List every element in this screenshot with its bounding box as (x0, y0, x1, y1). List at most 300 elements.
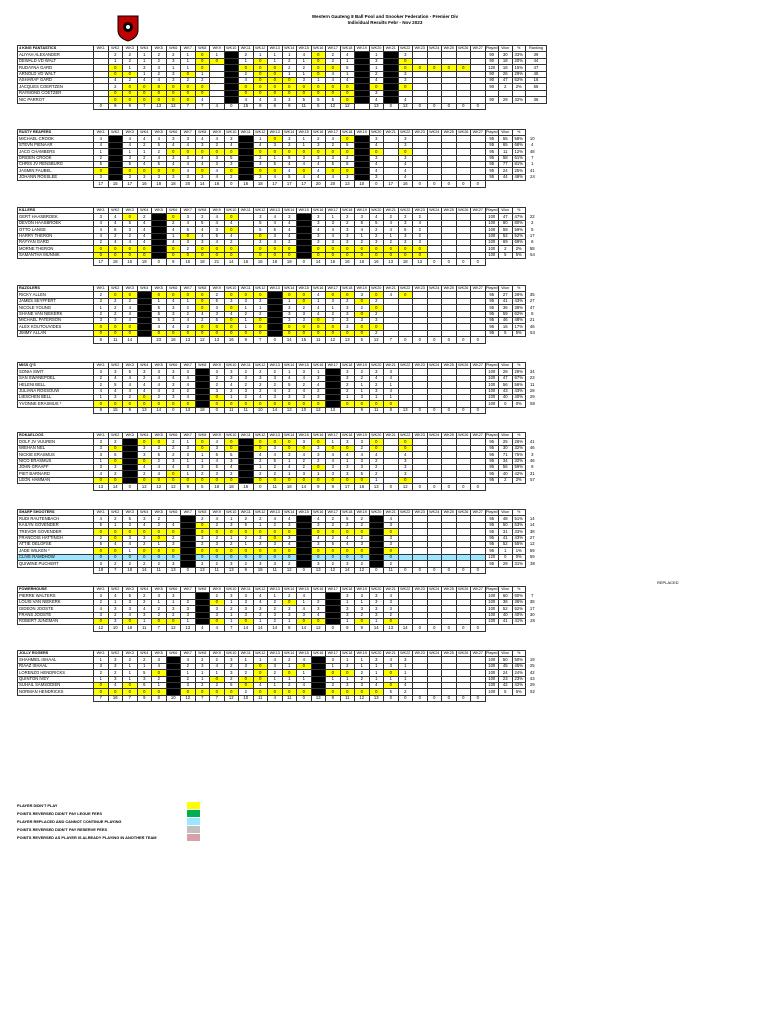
week-header: WK4 (137, 46, 152, 52)
week-score: 3 (384, 599, 399, 605)
week-score: 4 (268, 452, 283, 458)
week-score: 4 (253, 682, 268, 688)
week-score: 2 (137, 561, 152, 567)
week-total: 0 (442, 625, 457, 631)
totals-spacer (18, 407, 94, 413)
week-score: 3 (224, 136, 239, 142)
player-pct: 52% (512, 77, 526, 83)
player-pct: 53% (512, 522, 526, 528)
week-total: 0 (413, 567, 428, 573)
week-score: 0 (398, 246, 413, 252)
won-header: Won (499, 46, 513, 52)
week-score: 3 (224, 561, 239, 567)
week-score: 0 (166, 246, 181, 252)
week-header: WK1 (94, 363, 109, 369)
week-score: 1 (94, 394, 109, 400)
week-score: 3 (181, 606, 196, 612)
legend-text: PLAYER DIDN'T PLAY (17, 802, 58, 808)
week-header: WK4 (137, 510, 152, 516)
week-total: 0 (398, 695, 413, 701)
week-score: 4 (123, 305, 138, 311)
week-header: WK23 (413, 286, 428, 292)
week-score: 2 (152, 58, 167, 64)
week-score: 3 (369, 58, 384, 64)
week-score: 1 (311, 369, 326, 375)
week-score: 3 (311, 375, 326, 381)
week-score: 0 (340, 689, 355, 695)
week-total: 13 (137, 407, 152, 413)
week-score: 4 (224, 142, 239, 148)
player-name: CLIVE RAMDHOW (18, 554, 94, 560)
week-score: 3 (94, 214, 109, 220)
week-score: 2 (195, 657, 210, 663)
week-score: 1 (326, 214, 341, 220)
week-score: 4 (413, 220, 428, 226)
player-ranking: 23 (529, 375, 535, 381)
week-score: 2 (181, 676, 196, 682)
week-score: 2 (239, 689, 254, 695)
week-score: 0 (398, 84, 413, 90)
week-score: 3 (282, 452, 297, 458)
week-score: 3 (282, 606, 297, 612)
week-score: 4 (108, 375, 123, 381)
pct-header: % (512, 587, 526, 593)
week-total: 17 (297, 181, 312, 187)
week-score: 0 (210, 401, 225, 407)
week-score: 0 (108, 252, 123, 258)
week-score: 2 (195, 541, 210, 547)
player-ranking: 35 (529, 291, 535, 297)
week-total: 12 (181, 695, 196, 701)
player-played: 120 (485, 65, 499, 71)
week-total: 13 (384, 259, 399, 265)
week-header: WK19 (355, 433, 370, 439)
week-score: 0 (210, 149, 225, 155)
week-score: 0 (253, 90, 268, 96)
player-name: OTTO LANGE (18, 227, 94, 233)
week-total: 0 (413, 181, 428, 187)
player-pct: 26% (512, 439, 526, 445)
week-score: 0 (195, 330, 210, 336)
week-score: 2 (239, 52, 254, 58)
week-score: 4 (166, 142, 181, 148)
week-total: 11 (311, 337, 326, 343)
week-score: 4 (224, 311, 239, 317)
week-total: 8 (282, 625, 297, 631)
week-total: 11 (239, 407, 254, 413)
week-score: 0 (282, 401, 297, 407)
week-score: 3 (94, 452, 109, 458)
week-score: 3 (195, 535, 210, 541)
player-won: 56 (499, 464, 513, 470)
week-score: 0 (210, 394, 225, 400)
week-header: WK14 (282, 46, 297, 52)
week-score: 4 (384, 657, 399, 663)
week-total: 9 (123, 103, 138, 109)
week-score: 0 (268, 689, 283, 695)
week-score: 2 (94, 382, 109, 388)
player-ranking: 14 (529, 522, 535, 528)
week-score: 0 (253, 324, 268, 330)
week-total: 14 (369, 625, 384, 631)
week-score: 4 (123, 375, 138, 381)
player-name: GIDEON JOOSTE (18, 606, 94, 612)
player-ranking: 59 (529, 554, 535, 560)
week-score: 2 (108, 612, 123, 618)
week-score: 4 (152, 155, 167, 161)
week-score: 3 (297, 77, 312, 83)
week-score: 0 (355, 554, 370, 560)
week-total: 7 (210, 695, 225, 701)
week-header: WK1 (94, 433, 109, 439)
week-score: 4 (123, 239, 138, 245)
week-total: 9 (239, 567, 254, 573)
week-score: 3 (166, 305, 181, 311)
week-score: 1 (224, 535, 239, 541)
week-score: 0 (166, 618, 181, 624)
week-header: WK4 (137, 208, 152, 214)
week-score: 3 (340, 375, 355, 381)
week-header: WK2 (108, 208, 123, 214)
week-score: 4 (210, 136, 225, 142)
week-header: WK25 (442, 130, 457, 136)
week-score: 0 (239, 65, 254, 71)
player-won: 36 (499, 599, 513, 605)
week-total: 0 (224, 103, 239, 109)
week-score: 2 (181, 599, 196, 605)
week-score: 2 (137, 155, 152, 161)
week-score: 2 (355, 535, 370, 541)
week-score: 3 (326, 298, 341, 304)
week-score: 3 (166, 317, 181, 323)
week-score: 5 (195, 220, 210, 226)
week-score: 0 (253, 439, 268, 445)
week-score: 4 (326, 233, 341, 239)
week-header: WK22 (398, 286, 413, 292)
week-score: 3 (369, 155, 384, 161)
week-score: 4 (181, 657, 196, 663)
week-score: 1 (311, 77, 326, 83)
week-score: 5 (224, 452, 239, 458)
week-header: WK15 (297, 587, 312, 593)
week-score: 3 (369, 317, 384, 323)
week-total: 17 (340, 484, 355, 490)
player-name: MICHAEL PATERSON (18, 317, 94, 323)
week-score: 4 (195, 136, 210, 142)
week-header: WK27 (471, 433, 486, 439)
week-score: 3 (108, 663, 123, 669)
week-score: 5 (210, 464, 225, 470)
week-total: 16 (210, 181, 225, 187)
week-score: 0 (355, 246, 370, 252)
week-score: 4 (326, 71, 341, 77)
week-score: 1 (340, 71, 355, 77)
player-won: 25 (499, 439, 513, 445)
week-header: WK22 (398, 208, 413, 214)
week-score: 4 (297, 52, 312, 58)
week-score: 5 (181, 227, 196, 233)
week-score: 5 (340, 65, 355, 71)
player-pct: 51% (512, 516, 526, 522)
player-ranking: 27 (529, 298, 535, 304)
week-total: 7 (224, 625, 239, 631)
week-score: 3 (123, 599, 138, 605)
player-name: LORENZO HENDRICKS (18, 670, 94, 676)
week-score: 3 (166, 71, 181, 77)
week-score: 1 (369, 670, 384, 676)
totals-row (18, 484, 540, 490)
week-score: 0 (311, 52, 326, 58)
player-pct: 38% (512, 305, 526, 311)
week-score: 0 (239, 401, 254, 407)
week-score: 4 (340, 541, 355, 547)
week-score: 0 (181, 689, 196, 695)
played-header: Played (485, 130, 498, 135)
week-score: 0 (311, 84, 326, 90)
week-header: WK19 (355, 510, 370, 516)
week-score: 0 (282, 599, 297, 605)
week-score: 2 (195, 77, 210, 83)
week-header: WK25 (442, 208, 457, 214)
week-score: 1 (297, 71, 312, 77)
week-score: 1 (181, 298, 196, 304)
week-score: 0 (94, 168, 109, 174)
week-score: 4 (137, 606, 152, 612)
week-total: 0 (413, 695, 428, 701)
week-score: 2 (311, 458, 326, 464)
week-score: 3 (311, 606, 326, 612)
player-name: MICHAEL CROOK (18, 136, 94, 142)
team-table (17, 362, 540, 414)
week-total (355, 103, 370, 109)
week-header: WK3 (123, 587, 138, 593)
week-header: WK4 (137, 651, 152, 657)
week-header: WK6 (166, 286, 181, 292)
week-score: 0 (166, 554, 181, 560)
week-score: 3 (326, 317, 341, 323)
player-played: 90 (485, 77, 499, 83)
week-total: 13 (94, 484, 109, 490)
week-score: 4 (268, 174, 283, 180)
week-score: 0 (195, 90, 210, 96)
week-total: 18 (137, 259, 152, 265)
player-pct: 33% (512, 529, 526, 535)
week-header: WK10 (224, 510, 239, 516)
week-header: WK9 (210, 587, 225, 593)
week-score: 2 (94, 239, 109, 245)
week-score: 0 (108, 529, 123, 535)
week-total: 14 (253, 625, 268, 631)
week-total: 7 (137, 103, 152, 109)
week-score: 2 (282, 142, 297, 148)
week-header: WK5 (152, 130, 167, 136)
week-total: 12 (152, 484, 167, 490)
week-score: 4 (137, 136, 152, 142)
week-score: 3 (123, 174, 138, 180)
player-ranking: 6 (531, 239, 534, 245)
week-score: 2 (326, 593, 341, 599)
week-score: 0 (152, 401, 167, 407)
week-header: WK5 (152, 651, 167, 657)
week-score: 1 (210, 670, 225, 676)
week-score: 0 (340, 136, 355, 142)
player-won: 60 (499, 593, 513, 599)
week-score: 0 (268, 84, 283, 90)
week-score: 0 (326, 330, 341, 336)
legend-item (17, 833, 200, 841)
player-played: 100 (485, 239, 499, 245)
week-score: 0 (210, 477, 225, 483)
week-score: 3 (340, 682, 355, 688)
won-header: Won (499, 651, 513, 657)
week-score: 3 (297, 439, 312, 445)
week-total: 14 (224, 259, 239, 265)
week-score: 3 (123, 535, 138, 541)
player-ranking: 59 (530, 400, 535, 406)
week-score: 2 (210, 142, 225, 148)
week-header: WK21 (384, 363, 399, 369)
week-score: 2 (253, 388, 268, 394)
week-total: 23 (152, 337, 167, 343)
week-score: 2 (355, 522, 370, 528)
player-ranking: 22 (529, 213, 535, 219)
week-header: WK16 (311, 208, 326, 214)
week-score: 3 (152, 369, 167, 375)
player-name: WIEHAN NEL (18, 445, 94, 451)
week-score: 0 (195, 548, 210, 554)
week-header: WK21 (384, 46, 399, 52)
week-score: 0 (123, 618, 138, 624)
pct-header: % (512, 651, 526, 657)
player-name: ASHARAF GARD (18, 77, 94, 83)
week-score: 1 (181, 471, 196, 477)
week-score: 4 (166, 298, 181, 304)
week-score: 4 (282, 233, 297, 239)
player-played: 95 (485, 529, 499, 535)
player-pct: 43% (512, 388, 526, 394)
week-score: 0 (137, 554, 152, 560)
week-score: 0 (413, 65, 428, 71)
week-score: 0 (108, 445, 123, 451)
week-score: 4 (311, 292, 326, 298)
week-score: 2 (152, 676, 167, 682)
week-score: 5 (94, 541, 109, 547)
week-score: 2 (224, 606, 239, 612)
player-won: 40 (499, 394, 513, 400)
week-header: WK8 (195, 208, 210, 214)
week-score: 0 (369, 305, 384, 311)
week-total: 0 (427, 695, 442, 701)
week-total: 18 (123, 625, 138, 631)
week-score: 4 (224, 233, 239, 239)
week-score: 3 (224, 375, 239, 381)
week-header: WK15 (297, 130, 312, 136)
week-score: 1 (369, 394, 384, 400)
week-header: WK8 (195, 433, 210, 439)
week-score: 0 (268, 149, 283, 155)
week-score: 3 (94, 663, 109, 669)
totals-spacer (18, 103, 94, 109)
week-score: 4 (210, 663, 225, 669)
week-score: 5 (355, 471, 370, 477)
player-played: 95 (485, 477, 499, 483)
week-score: 1 (253, 52, 268, 58)
week-score: 2 (253, 382, 268, 388)
week-score: 3 (137, 535, 152, 541)
week-total: 14 (340, 567, 355, 573)
week-score: 4 (253, 452, 268, 458)
week-header: WK27 (471, 363, 486, 369)
week-score: 0 (369, 292, 384, 298)
week-total: 11 (152, 567, 167, 573)
played-header: Played (485, 651, 498, 656)
week-score: 2 (355, 369, 370, 375)
player-pct: 25% (512, 168, 526, 174)
week-score: 0 (166, 292, 181, 298)
week-total: 7 (108, 567, 123, 573)
week-header: WK26 (456, 433, 471, 439)
week-total: 8 (94, 407, 109, 413)
week-score: 0 (224, 445, 239, 451)
week-score: 1 (253, 305, 268, 311)
week-score: 2 (369, 458, 384, 464)
week-score: 3 (166, 77, 181, 83)
week-total: 0 (427, 103, 442, 109)
week-header: WK19 (355, 46, 370, 52)
week-score: 0 (369, 445, 384, 451)
player-name: QUIWINE PUCHERT (18, 561, 94, 567)
week-header: WK13 (268, 286, 283, 292)
week-score: 0 (123, 682, 138, 688)
week-score: 3 (195, 663, 210, 669)
week-header: WK23 (413, 587, 428, 593)
week-total: 12 (311, 407, 326, 413)
week-score: 0 (195, 246, 210, 252)
week-score: 2 (326, 311, 341, 317)
week-score: 3 (210, 155, 225, 161)
week-score: 2 (253, 516, 268, 522)
week-total: 0 (442, 259, 457, 265)
week-header: WK18 (340, 208, 355, 214)
player-name: MORNE THERON (18, 246, 94, 252)
won-header: Won (499, 130, 513, 136)
week-score: 4 (311, 305, 326, 311)
week-score: 1 (166, 599, 181, 605)
week-score: 0 (297, 401, 312, 407)
week-score: 1 (355, 233, 370, 239)
week-score: 0 (224, 548, 239, 554)
week-score: 2 (369, 471, 384, 477)
week-score: 3 (369, 599, 384, 605)
week-header: WK22 (398, 46, 413, 52)
week-total (340, 407, 355, 413)
week-score: 1 (282, 71, 297, 77)
week-score: 1 (384, 394, 399, 400)
week-score: 4 (384, 375, 399, 381)
week-score: 0 (253, 149, 268, 155)
week-score: 3 (282, 612, 297, 618)
week-total: 0 (181, 567, 196, 573)
player-pct: 46% (512, 174, 526, 180)
week-score: 4 (282, 227, 297, 233)
week-score: 3 (166, 593, 181, 599)
legend-item (17, 801, 200, 809)
week-score: 2 (253, 155, 268, 161)
week-total: 0 (413, 407, 428, 413)
week-score: 0 (398, 292, 413, 298)
player-won: 41 (499, 535, 513, 541)
week-score: 3 (355, 593, 370, 599)
